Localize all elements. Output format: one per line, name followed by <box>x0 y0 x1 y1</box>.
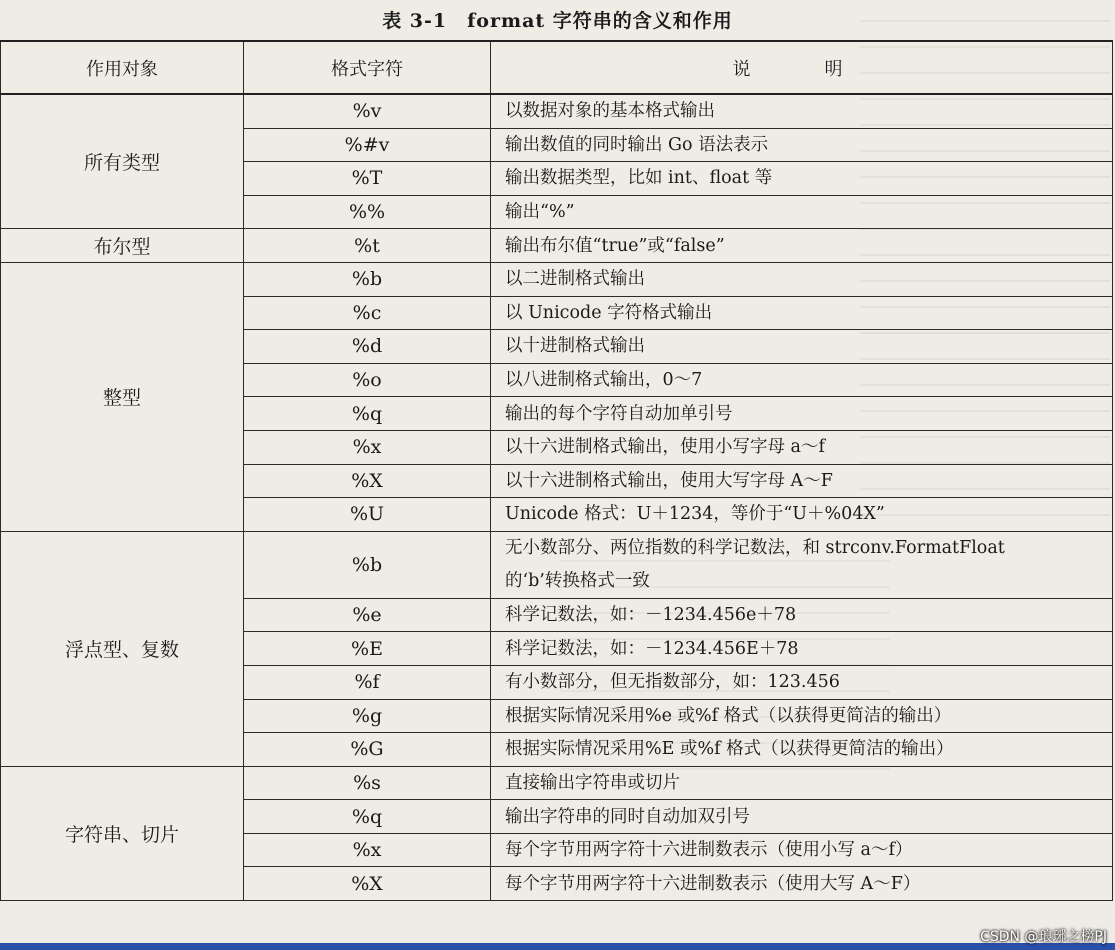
format-char-cell: %g <box>244 699 491 733</box>
header-row <box>1 41 1113 94</box>
description-cell: 以八进制格式输出，0～7 <box>491 363 1113 397</box>
table-row <box>1 229 1113 263</box>
format-char-cell: %#v <box>244 128 491 162</box>
table-title: 表 3-1 format 字符串的含义和作用 <box>382 10 733 32</box>
format-char-cell: %T <box>244 162 491 196</box>
format-char-cell: %c <box>244 296 491 330</box>
format-table <box>0 40 1113 901</box>
format-char-cell: %% <box>244 195 491 229</box>
format-char-cell: %x <box>244 430 491 464</box>
description-cell: 根据实际情况采用%E 或%f 格式（以获得更简洁的输出） <box>491 733 1113 767</box>
format-char-cell: %d <box>244 330 491 364</box>
description-cell: 每个字节用两字符十六进制数表示（使用大写 A～F） <box>491 867 1113 901</box>
description-cell: 以 Unicode 字符格式输出 <box>491 296 1113 330</box>
description-cell: 以二进制格式输出 <box>491 262 1113 296</box>
format-char-cell: %q <box>244 800 491 834</box>
description-cell: 以十进制格式输出 <box>491 330 1113 364</box>
description-cell: 科学记数法，如：－1234.456e＋78 <box>491 598 1113 632</box>
description-cell: 输出数据类型，比如 int、float 等 <box>491 162 1113 196</box>
watermark: CSDN @琅琊之榜PJ <box>980 929 1107 945</box>
format-char-cell: %s <box>244 766 491 800</box>
category-cell: 浮点型、复数 <box>1 531 244 766</box>
format-char-cell: %v <box>244 94 491 128</box>
description-cell: 以十六进制格式输出，使用大写字母 A～F <box>491 464 1113 498</box>
table-row <box>1 262 1113 296</box>
description-cell: 有小数部分，但无指数部分，如：123.456 <box>491 665 1113 699</box>
format-char-cell: %U <box>244 498 491 532</box>
description-cell: 根据实际情况采用%e 或%f 格式（以获得更简洁的输出） <box>491 699 1113 733</box>
description-cell <box>491 531 1113 598</box>
format-char-cell: %f <box>244 665 491 699</box>
description-cell: 直接输出字符串或切片 <box>491 766 1113 800</box>
description-cell: 以十六进制格式输出，使用小写字母 a～f <box>491 430 1113 464</box>
format-char-cell: %x <box>244 833 491 867</box>
format-char-cell: %b <box>244 531 491 598</box>
format-char-cell: %G <box>244 733 491 767</box>
category-cell: 整型 <box>1 262 244 531</box>
category-cell: 所有类型 <box>1 94 244 229</box>
format-char-cell: %X <box>244 867 491 901</box>
description-cell: 以数据对象的基本格式输出 <box>491 94 1113 128</box>
description-line: 无小数部分、两位指数的科学记数法，和 strconv.FormatFloat <box>505 537 1005 558</box>
description-cell: 每个字节用两字符十六进制数表示（使用小写 a～f） <box>491 833 1113 867</box>
description-cell: 输出数值的同时输出 Go 语法表示 <box>491 128 1113 162</box>
format-char-cell: %b <box>244 262 491 296</box>
description-cell: 输出布尔值“true”或“false” <box>491 229 1113 263</box>
description-cell: 科学记数法，如：－1234.456E＋78 <box>491 632 1113 666</box>
table-row <box>1 94 1113 128</box>
category-cell: 布尔型 <box>1 229 244 263</box>
format-char-cell: %X <box>244 464 491 498</box>
description-cell: 输出的每个字符自动加单引号 <box>491 397 1113 431</box>
description-cell: 输出“%” <box>491 195 1113 229</box>
format-char-cell: %t <box>244 229 491 263</box>
header-description: 说 明 <box>491 41 1113 94</box>
format-char-cell: %o <box>244 363 491 397</box>
header-object: 作用对象 <box>1 41 244 94</box>
table-row <box>1 766 1113 800</box>
description-line: 的‘b’转换格式一致 <box>505 570 650 591</box>
format-char-cell: %E <box>244 632 491 666</box>
category-cell: 字符串、切片 <box>1 766 244 900</box>
description-cell: Unicode 格式：U＋1234，等价于“U＋%04X” <box>491 498 1113 532</box>
bottom-bar <box>0 943 1115 950</box>
description-cell: 输出字符串的同时自动加双引号 <box>491 800 1113 834</box>
header-format: 格式字符 <box>244 41 491 94</box>
format-char-cell: %e <box>244 598 491 632</box>
table-body <box>1 94 1113 901</box>
table-row <box>1 531 1113 598</box>
format-char-cell: %q <box>244 397 491 431</box>
